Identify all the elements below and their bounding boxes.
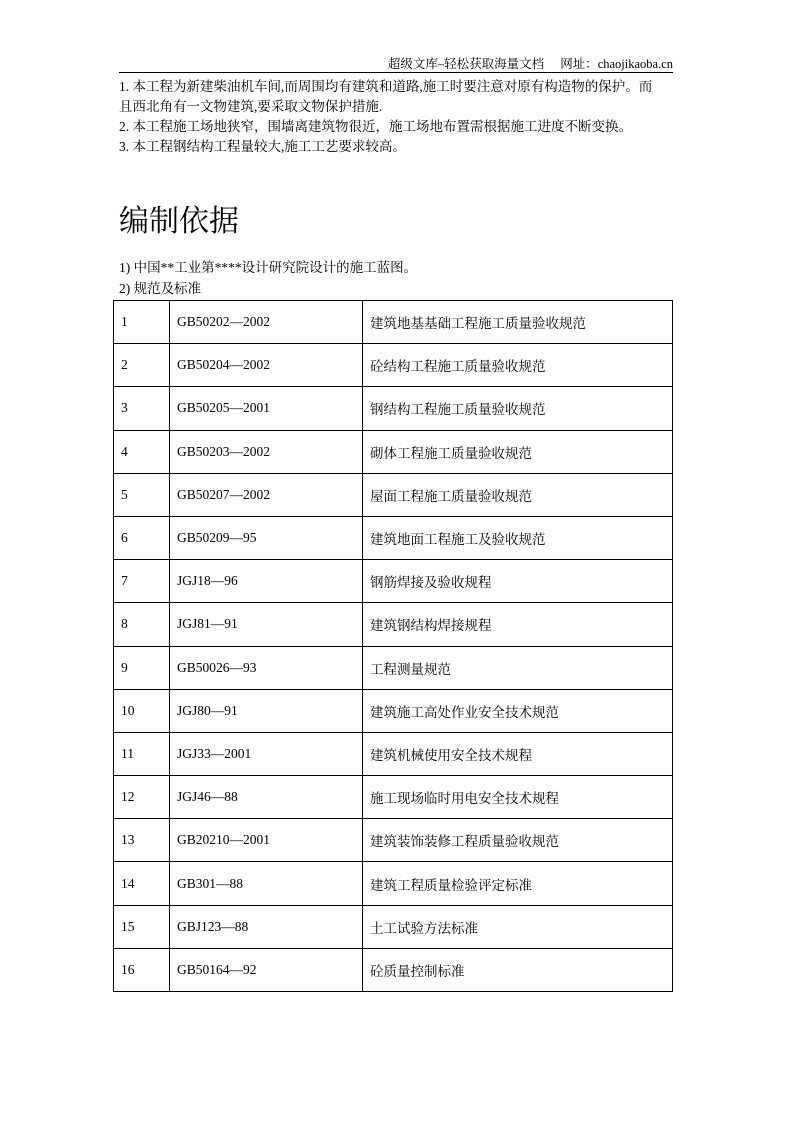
header-divider (119, 72, 673, 73)
standard-name: 土工试验方法标准 (363, 905, 673, 948)
table-row (114, 689, 673, 732)
note-1: 1. 本工程为新建柴油机车间,而周围均有建筑和道路,施工时要注意对原有构造物的保护。而 (119, 79, 653, 94)
standard-code: GB50203—2002 (170, 430, 363, 473)
standard-name: 建筑地面工程施工及验收规范 (363, 516, 673, 559)
row-number: 12 (114, 776, 170, 819)
note-3: 3. 本工程钢结构工程量较大,施工工艺要求较高。 (119, 139, 406, 154)
row-number: 13 (114, 819, 170, 862)
standard-code: JGJ81—91 (170, 603, 363, 646)
standard-code: GB301—88 (170, 862, 363, 905)
standard-code: GB50026—93 (170, 646, 363, 689)
row-number: 16 (114, 948, 170, 991)
table-row (114, 646, 673, 689)
table-row (114, 516, 673, 559)
standard-name: 建筑工程质量检验评定标准 (363, 862, 673, 905)
standard-name: 砌体工程施工质量验收规范 (363, 430, 673, 473)
row-number: 1 (114, 301, 170, 344)
table-row (114, 301, 673, 344)
header-url: 网址：chaojikaoba.cn (560, 57, 673, 71)
table-row (114, 948, 673, 991)
standard-name: 屋面工程施工质量验收规范 (363, 473, 673, 516)
standard-code: GB50209—95 (170, 516, 363, 559)
standard-code: GB20210—2001 (170, 819, 363, 862)
standard-code: GB50202—2002 (170, 301, 363, 344)
standard-name: 建筑装饰装修工程质量验收规范 (363, 819, 673, 862)
row-number: 6 (114, 516, 170, 559)
basis-1: 1) 中国**工业第****设计研究院设计的施工蓝图。 (119, 260, 418, 275)
standard-code: JGJ33—2001 (170, 732, 363, 775)
table-row (114, 344, 673, 387)
standard-code: GB50164—92 (170, 948, 363, 991)
standards-table (113, 300, 673, 992)
note-1-cont: 且西北角有一文物建筑,要采取文物保护措施. (119, 99, 383, 114)
table-row (114, 560, 673, 603)
table-row (114, 905, 673, 948)
basis-2: 2) 规范及标准 (119, 281, 202, 296)
row-number: 3 (114, 387, 170, 430)
standard-name: 建筑地基基础工程施工质量验收规范 (363, 301, 673, 344)
standard-name: 钢结构工程施工质量验收规范 (363, 387, 673, 430)
table-row (114, 732, 673, 775)
row-number: 11 (114, 732, 170, 775)
table-row (114, 387, 673, 430)
standard-code: GBJ123—88 (170, 905, 363, 948)
standard-code: GB50205—2001 (170, 387, 363, 430)
page-header (113, 54, 673, 72)
table-row (114, 603, 673, 646)
standard-name: 砼质量控制标准 (363, 948, 673, 991)
standard-name: 建筑施工高处作业安全技术规范 (363, 689, 673, 732)
row-number: 7 (114, 560, 170, 603)
header-site: 超级文库–轻松获取海量文档 (387, 57, 545, 71)
row-number: 14 (114, 862, 170, 905)
table-row (114, 430, 673, 473)
standard-code: JGJ46—88 (170, 776, 363, 819)
row-number: 4 (114, 430, 170, 473)
note-2: 2. 本工程施工场地狭窄，围墙离建筑物很近，施工场地布置需根据施工进度不断变换。 (119, 119, 632, 134)
standard-name: 钢筋焊接及验收规程 (363, 560, 673, 603)
table-row (114, 862, 673, 905)
standard-code: GB50207—2002 (170, 473, 363, 516)
table-row (114, 776, 673, 819)
standard-code: JGJ18—96 (170, 560, 363, 603)
table-row (114, 473, 673, 516)
standard-code: GB50204—2002 (170, 344, 363, 387)
standard-name: 砼结构工程施工质量验收规范 (363, 344, 673, 387)
row-number: 10 (114, 689, 170, 732)
standard-name: 施工现场临时用电安全技术规程 (363, 776, 673, 819)
row-number: 8 (114, 603, 170, 646)
row-number: 5 (114, 473, 170, 516)
standard-name: 建筑钢结构焊接规程 (363, 603, 673, 646)
standard-code: JGJ80—91 (170, 689, 363, 732)
table-row (114, 819, 673, 862)
standard-name: 建筑机械使用安全技术规程 (363, 732, 673, 775)
section-title: 编制依据 (119, 204, 239, 239)
standard-name: 工程测量规范 (363, 646, 673, 689)
row-number: 2 (114, 344, 170, 387)
row-number: 15 (114, 905, 170, 948)
row-number: 9 (114, 646, 170, 689)
